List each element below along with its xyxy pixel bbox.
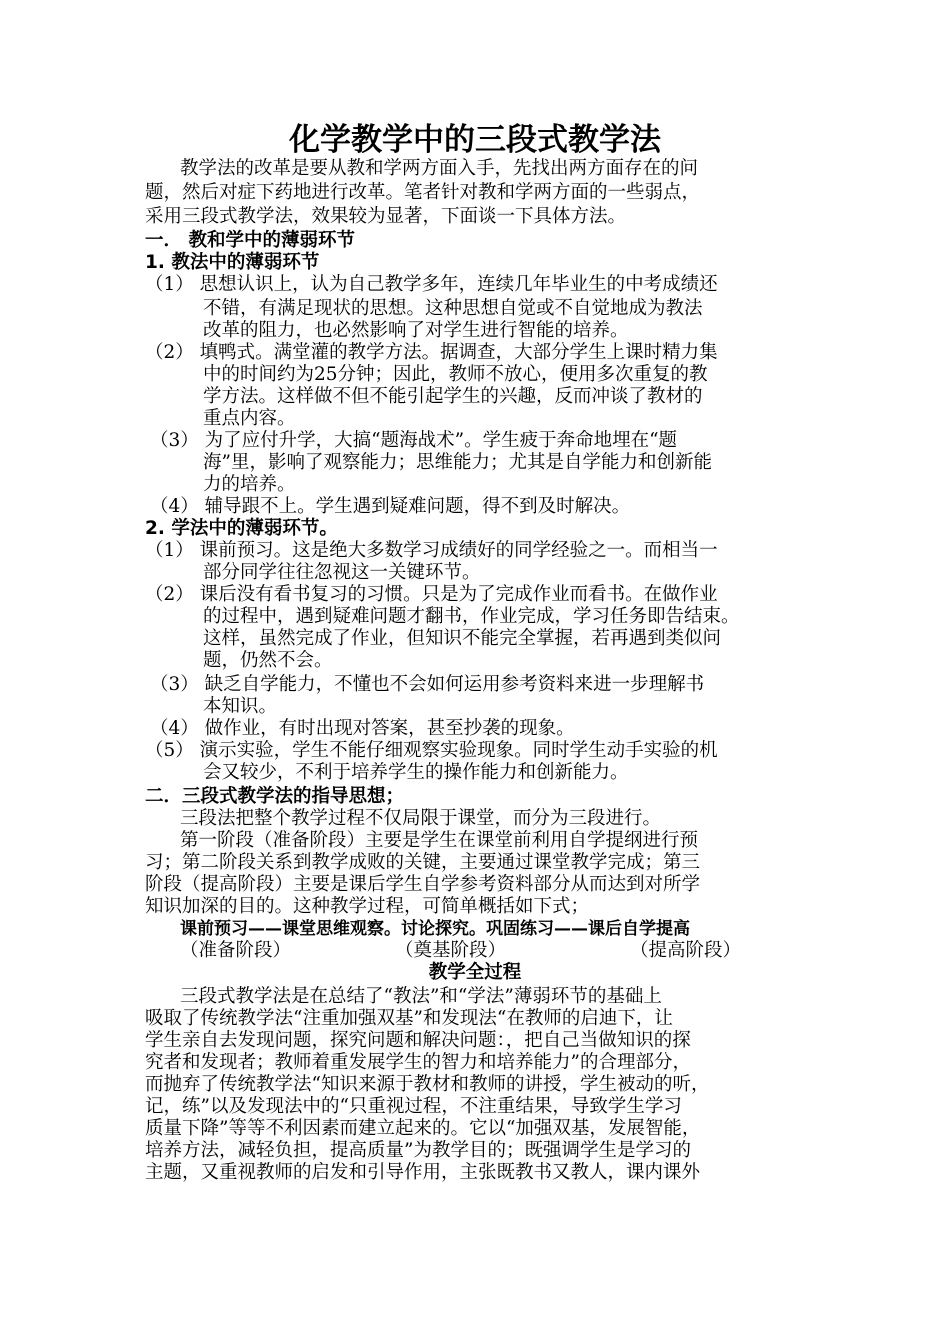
text-line: （1） 思想认识上，认为自己教学多年，连续几年毕业生的中考成绩还 — [145, 274, 718, 295]
text-line: 改革的阻力，也必然影响了对学生进行智能的培养。 — [203, 320, 629, 341]
text-line: 中的时间约为25分钟；因此，教师不放心，便用多次重复的教 — [203, 364, 708, 385]
text-line: 而抛弃了传统教学法“知识来源于教材和教师的讲授，学生被动的听， — [145, 1074, 710, 1095]
text-line: 题，然后对症下药地进行改革。笔者针对教和学两方面的一些弱点， — [145, 182, 701, 203]
text-line: 吸取了传统教学法“注重加强双基”和发现法“在教师的启迪下，让 — [145, 1008, 673, 1029]
text-line: （2） 填鸭式。满堂灌的教学方法。据调查，大部分学生上课时精力集 — [145, 342, 718, 363]
text-line: 阶段（提高阶段）主要是课后学生自学参考资料部分从而达到对所学 — [145, 874, 701, 895]
text-line: 学生亲自去发现问题，探究问题和解决问题：，把自己当做知识的探 — [145, 1030, 691, 1051]
text-line: （3） 为了应付升学，大搞“题海战术”。学生疲于奔命地埋在“题 — [150, 430, 678, 451]
section-heading: 一． 教和学中的薄弱环节 — [145, 230, 355, 251]
text-line: 三段法把整个教学过程不仅局限于课堂，而分为三段进行。 — [180, 808, 662, 829]
text-line: （5） 演示实验，学生不能仔细观察实验现象。同时学生动手实验的机 — [145, 740, 718, 761]
text-line: 培养方法，减轻负担，提高质量”为教学目的；既强调学生是学习的 — [145, 1140, 691, 1161]
text-line: 究者和发现者；教师着重发展学生的智力和培养能力”的合理部分， — [145, 1052, 691, 1073]
text-line: 这样，虽然完成了作业，但知识不能完全掌握，若再遇到类似问 — [203, 628, 722, 649]
text-line: （1） 课前预习。这是绝大多数学习成绩好的同学经验之一。而相当一 — [145, 540, 718, 561]
text-line: 部分同学往往忽视这一关键环节。 — [203, 562, 481, 583]
text-line: 的过程中，遇到疑难问题才翻书，作业完成，学习任务即告结束。 — [203, 606, 740, 627]
text-line: 海”里，影响了观察能力；思维能力；尤其是自学能力和创新能 — [203, 452, 712, 473]
text-line: （4） 做作业，有时出现对答案，甚至抄袭的现象。 — [150, 718, 575, 739]
section-heading: 2. 学法中的薄弱环节。 — [145, 518, 338, 539]
text-line: 不错，有满足现状的思想。这种思想自觉或不自觉地成为教法 — [203, 298, 703, 319]
text-line: 重点内容。 — [203, 408, 296, 429]
text-line: 质量下降”等等不利因素而建立起来的。它以“加强双基，发展智能， — [145, 1118, 701, 1139]
document-title: 化学教学中的三段式教学法 — [289, 122, 661, 158]
text-line: 三段式教学法是在总结了“教法”和“学法”薄弱环节的基础上 — [180, 986, 662, 1007]
text-line: 力的培养。 — [203, 474, 296, 495]
section-heading: 课前预习——课堂思维观察。讨论探究。巩固练习——课后自学提高 — [180, 919, 690, 939]
text-line: 知识加深的目的。这种教学过程，可简单概括如下式； — [145, 896, 590, 917]
section-heading: 教学全过程 — [428, 962, 522, 983]
section-heading: 1. 教法中的薄弱环节 — [145, 252, 320, 273]
text-line: 会又较少，不利于培养学生的操作能力和创新能力。 — [203, 762, 629, 783]
text-line: 记，练”以及发现法中的“只重视过程，不注重结果，导致学生学习 — [145, 1096, 682, 1117]
text-line: 题，仍然不会。 — [203, 650, 333, 671]
text-line: （奠基阶段） — [395, 940, 507, 961]
text-line: 第一阶段（准备阶段）主要是学生在课堂前利用自学提纲进行预 — [180, 830, 699, 851]
text-line: 主题，又重视教师的启发和引导作用，主张既教书又教人，课内课外 — [145, 1162, 701, 1183]
text-line: （提高阶段） — [630, 940, 742, 961]
section-heading: 二．三段式教学法的指导思想； — [145, 786, 405, 807]
text-line: 学方法。这样做不但不能引起学生的兴趣，反而冲谈了教材的 — [203, 386, 703, 407]
text-line: 本知识。 — [203, 696, 278, 717]
text-line: 采用三段式教学法，效果较为显著，下面谈一下具体方法。 — [145, 206, 627, 227]
text-line: （4） 辅导跟不上。学生遇到疑难问题，得不到及时解决。 — [150, 496, 631, 517]
text-line: （准备阶段） — [180, 940, 292, 961]
text-line: 习；第二阶段关系到教学成败的关键，主要通过课堂教学完成；第三 — [145, 852, 701, 873]
text-line: 教学法的改革是要从教和学两方面入手，先找出两方面存在的问 — [180, 158, 699, 179]
text-line: （2） 课后没有看书复习的习惯。只是为了完成作业而看书。在做作业 — [145, 584, 718, 605]
text-line: （3） 缺乏自学能力，不懂也不会如何运用参考资料来进一步理解书 — [150, 674, 705, 695]
